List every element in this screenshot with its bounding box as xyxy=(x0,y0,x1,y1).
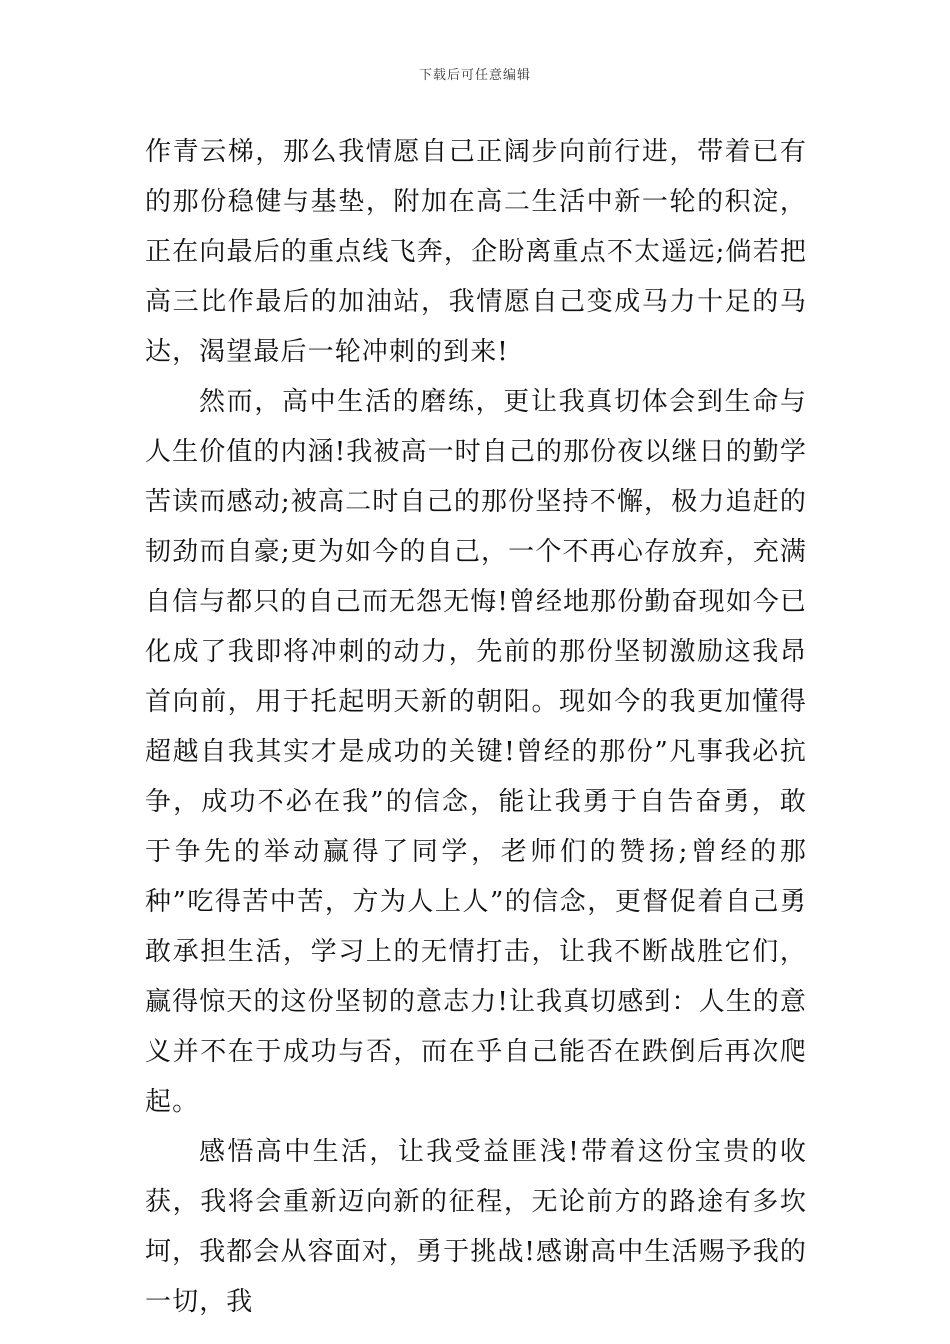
document-body xyxy=(145,127,807,1327)
page-header: 下载后可任意编辑 xyxy=(418,68,531,83)
paragraph-reflection: 然而，高中生活的磨练，更让我真切体会到生命与人生价值的内涵!我被高一时自己的那份夜以继日的勤学苦读而感动;被高二时自己的那份坚持不懈，极力追赶的韧劲而自豪;更为如今的自己，一个不再心存放弃，充满自信与都只的自己而无怨无悔!曾经地那份勤奋现如今已化成了我即将冲刺的动力，先前的那份坚韧激励这我昂首向前，用于托起明天新的朝阳。现如今的我更加懂得超越自我其实才是成功的关键!曾经的那份”凡事我必抗争，成功不必在我”的信念，能让我勇于自告奋勇，敢于争先的举动赢得了同学，老师们的赞扬;曾经的那种”吃得苦中苦，方为人上人”的信念，更督促着自己勇敢承担生活，学习上的无情打击，让我不断战胜它们，赢得惊天的这份坚韧的意志力!让我真切感到：人生的意义并不在于成功与否，而在乎自己能否在跌倒后再次爬起。 xyxy=(145,387,807,1117)
paragraph-conclusion: 感悟高中生活，让我受益匪浅!带着这份宝贵的收获，我将会重新迈向新的征程，无论前方的路途有多坎坷，我都会从容面对，勇于挑战!感谢高中生活赐予我的一切，我 xyxy=(145,1137,807,1317)
paragraph-continuation: 作青云梯，那么我情愿自己正阔步向前行进，带着已有的那份稳健与基垫，附加在高二生活中新一轮的积淀，正在向最后的重点线飞奔，企盼离重点不太遥远;倘若把高三比作最后的加油站，我情愿自己变成马力十足的马达，渴望最后一轮冲刺的到来! xyxy=(145,137,807,367)
